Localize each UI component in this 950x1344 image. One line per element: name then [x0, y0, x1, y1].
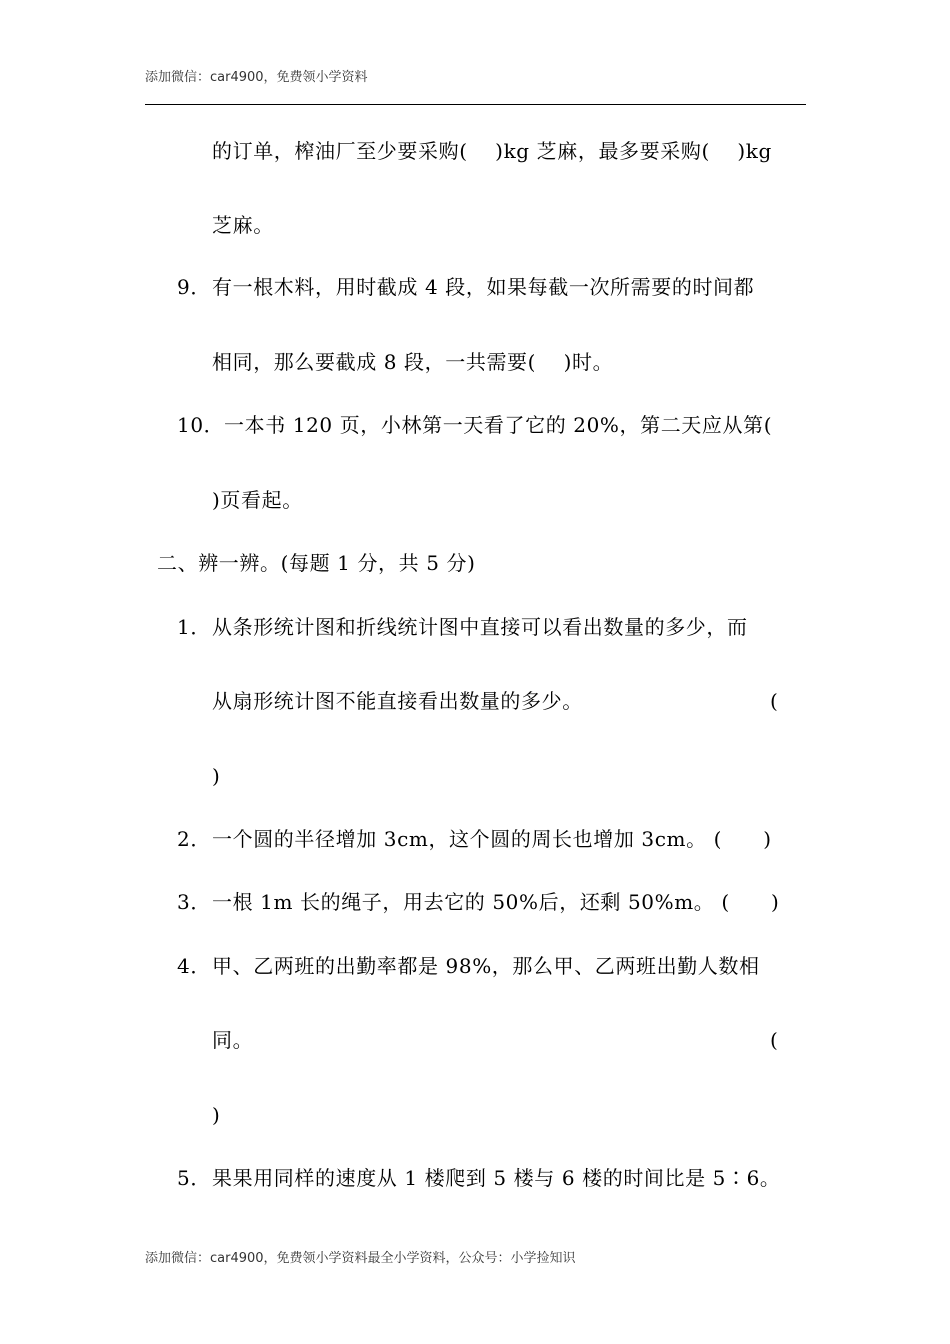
- judge-3-number: 3．: [177, 890, 211, 914]
- judge-5-line-1: 果果用同样的速度从 1 楼爬到 5 楼与 6 楼的时间比是 5∶6。: [212, 1166, 781, 1190]
- judge-1-answer-open-paren: (: [770, 689, 778, 713]
- judge-1-answer-close-paren: ): [212, 764, 220, 788]
- section-2-title: 二、辨一辨。(每题 1 分，共 5 分): [157, 551, 476, 575]
- judge-2-number: 2．: [177, 827, 211, 851]
- q9-line-2: 相同，那么要截成 8 段，一共需要( )时。: [212, 350, 614, 374]
- judge-1-number: 1．: [177, 615, 211, 639]
- q9-line-1: 有一根木料，用时截成 4 段，如果每截一次所需要的时间都: [212, 275, 755, 299]
- judge-4-answer-close-paren: ): [212, 1103, 220, 1127]
- q10-line-2: )页看起。: [212, 488, 303, 512]
- page-header: 添加微信：car4900，免费领小学资料: [145, 70, 368, 85]
- q10-line-1: 一本书 120 页，小林第一天看了它的 20%，第二天应从第(: [224, 413, 773, 437]
- judge-4-line-2: 同。: [212, 1028, 254, 1052]
- judge-5-number: 5．: [177, 1166, 211, 1190]
- page-footer: 添加微信：car4900，免费领小学资料最全小学资料，公众号：小学捡知识: [145, 1251, 576, 1266]
- judge-1-line-1: 从条形统计图和折线统计图中直接可以看出数量的多少，而: [212, 615, 748, 639]
- judge-1-line-2: 从扇形统计图不能直接看出数量的多少。: [212, 689, 583, 713]
- judge-4-number: 4．: [177, 954, 211, 978]
- q8-continuation-line-2: 芝麻。: [212, 213, 274, 237]
- q10-number: 10．: [177, 413, 225, 437]
- header-divider: [145, 104, 806, 105]
- judge-4-answer-open-paren: (: [770, 1028, 778, 1052]
- judge-3-line-1: 一根 1m 长的绳子，用去它的 50%后，还剩 50%m。 ( ): [212, 890, 780, 914]
- q8-continuation-line-1: 的订单，榨油厂至少要采购( )kg 芝麻，最多要采购( )kg: [212, 139, 772, 163]
- q9-number: 9．: [177, 275, 211, 299]
- judge-4-line-1: 甲、乙两班的出勤率都是 98%，那么甲、乙两班出勤人数相: [212, 954, 760, 978]
- judge-2-line-1: 一个圆的半径增加 3cm，这个圆的周长也增加 3cm。 ( ): [212, 827, 772, 851]
